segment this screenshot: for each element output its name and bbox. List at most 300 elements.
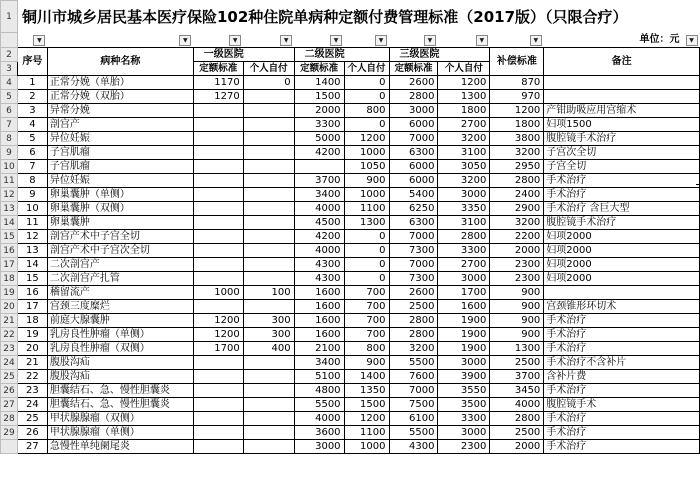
level3-personal-cell[interactable]: 1600 (438, 300, 490, 314)
subsidy-cell[interactable]: 2000 (490, 244, 544, 258)
disease-name-cell[interactable]: 异位妊娠 (47, 132, 193, 146)
remark-cell[interactable]: 手术治疗 含巨大型 (544, 202, 700, 216)
level1-personal-cell[interactable]: 300 (243, 328, 294, 342)
row-header[interactable]: 23 (1, 342, 18, 356)
level2-personal-cell[interactable]: 1200 (344, 412, 389, 426)
level3-quota-cell[interactable]: 7000 (389, 384, 438, 398)
filter-dropdown-icon[interactable]: ▼ (476, 35, 488, 46)
level2-personal-cell[interactable]: 700 (344, 286, 389, 300)
subsidy-cell[interactable]: 3800 (490, 132, 544, 146)
row-header[interactable]: 9 (1, 146, 18, 160)
subsidy-cell[interactable]: 970 (490, 90, 544, 104)
subsidy-cell[interactable]: 2800 (490, 412, 544, 426)
filter-dropdown-icon[interactable]: ▼ (33, 35, 45, 46)
remark-cell[interactable]: 手术治疗 (544, 188, 700, 202)
level1-quota-cell[interactable] (193, 412, 243, 426)
level1-quota-cell[interactable] (193, 440, 243, 454)
level3-personal-cell[interactable]: 2700 (438, 258, 490, 272)
level2-personal-cell[interactable]: 1300 (344, 216, 389, 230)
level1-quota-cell[interactable] (193, 132, 243, 146)
remark-cell[interactable]: 妇项2000 (544, 258, 700, 272)
disease-name-cell[interactable]: 卵巢囊肿（单侧） (47, 188, 193, 202)
level2-quota-cell[interactable]: 1600 (294, 300, 344, 314)
level3-quota-cell[interactable]: 6100 (389, 412, 438, 426)
remark-cell[interactable]: 子宫全切 (544, 160, 700, 174)
row-header[interactable] (1, 33, 18, 48)
level1-quota-cell[interactable] (193, 202, 243, 216)
level1-personal-cell[interactable] (243, 90, 294, 104)
level3-quota-cell[interactable]: 6250 (389, 202, 438, 216)
level2-personal-cell[interactable]: 1200 (344, 132, 389, 146)
level3-personal-cell[interactable]: 1700 (438, 286, 490, 300)
subsidy-cell[interactable]: 2200 (490, 230, 544, 244)
level3-quota-cell[interactable]: 6300 (389, 216, 438, 230)
level1-quota-cell[interactable] (193, 174, 243, 188)
subsidy-cell[interactable]: 3200 (490, 216, 544, 230)
level2-quota-cell[interactable]: 4300 (294, 272, 344, 286)
disease-name-cell[interactable]: 二次剖宫产扎管 (47, 272, 193, 286)
subsidy-cell[interactable]: 2950 (490, 160, 544, 174)
disease-name-cell[interactable]: 甲状腺腺瘤（双侧） (47, 412, 193, 426)
subsidy-cell[interactable]: 1800 (490, 118, 544, 132)
level1-personal-cell[interactable] (243, 216, 294, 230)
row-header[interactable]: 13 (1, 202, 18, 216)
level1-quota-cell[interactable] (193, 146, 243, 160)
level3-quota-cell[interactable]: 2800 (389, 314, 438, 328)
level1-personal-cell[interactable]: 0 (243, 76, 294, 90)
level3-personal-cell[interactable]: 1900 (438, 314, 490, 328)
level3-quota-cell[interactable]: 2800 (389, 90, 438, 104)
remark-cell[interactable]: 手术治疗 (544, 314, 700, 328)
level1-personal-cell[interactable] (243, 174, 294, 188)
level2-personal-cell[interactable]: 0 (344, 90, 389, 104)
level3-quota-cell[interactable]: 7000 (389, 132, 438, 146)
row-number-cell[interactable]: 12 (17, 230, 47, 244)
remark-cell[interactable]: 子宫次全切 (544, 146, 700, 160)
remark-cell[interactable]: 妇项1500 (544, 118, 700, 132)
level2-personal-cell[interactable]: 1100 (344, 426, 389, 440)
level3-personal-cell[interactable]: 3000 (438, 356, 490, 370)
level2-quota-cell[interactable]: 3000 (294, 440, 344, 454)
level1-quota-cell[interactable] (193, 384, 243, 398)
level3-quota-cell[interactable]: 7000 (389, 258, 438, 272)
level1-quota-cell[interactable] (193, 370, 243, 384)
subsidy-cell[interactable]: 2500 (490, 426, 544, 440)
level2-quota-cell[interactable]: 4300 (294, 258, 344, 272)
subsidy-cell[interactable]: 2900 (490, 202, 544, 216)
level1-quota-cell[interactable] (193, 244, 243, 258)
disease-name-cell[interactable]: 剖宫产术中子宫次全切 (47, 244, 193, 258)
level3-personal-cell[interactable]: 3200 (438, 174, 490, 188)
remark-cell[interactable]: 妇项2000 (544, 230, 700, 244)
level1-personal-cell[interactable] (243, 440, 294, 454)
row-header[interactable]: 15 (1, 230, 18, 244)
level1-quota-cell[interactable] (193, 300, 243, 314)
level2-quota-cell[interactable]: 1600 (294, 328, 344, 342)
row-number-cell[interactable]: 22 (17, 370, 47, 384)
level2-personal-cell[interactable]: 0 (344, 272, 389, 286)
row-header[interactable]: 5 (1, 90, 18, 104)
level3-personal-cell[interactable]: 3000 (438, 272, 490, 286)
level3-personal-cell[interactable]: 1200 (438, 76, 490, 90)
filter-dropdown-icon[interactable]: ▼ (686, 35, 698, 46)
subsidy-cell[interactable]: 2500 (490, 356, 544, 370)
row-number-cell[interactable]: 13 (17, 244, 47, 258)
level1-personal-cell[interactable] (243, 244, 294, 258)
level1-personal-cell[interactable] (243, 370, 294, 384)
level1-personal-cell[interactable] (243, 272, 294, 286)
level2-quota-cell[interactable]: 3600 (294, 426, 344, 440)
subsidy-cell[interactable]: 900 (490, 300, 544, 314)
disease-name-cell[interactable]: 腹股沟疝 (47, 370, 193, 384)
subsidy-cell[interactable]: 900 (490, 328, 544, 342)
remark-cell[interactable]: 手术治疗 (544, 412, 700, 426)
level1-quota-cell[interactable] (193, 118, 243, 132)
row-number-cell[interactable]: 15 (17, 272, 47, 286)
level3-quota-cell[interactable]: 7500 (389, 398, 438, 412)
level3-quota-cell[interactable]: 3200 (389, 342, 438, 356)
disease-name-cell[interactable]: 乳房良性肿瘤（双侧） (47, 342, 193, 356)
level1-personal-cell[interactable] (243, 384, 294, 398)
level3-personal-cell[interactable]: 3500 (438, 398, 490, 412)
remark-cell[interactable]: 宫颈锥形环切术 (544, 300, 700, 314)
subsidy-cell[interactable]: 1200 (490, 104, 544, 118)
level1-personal-cell[interactable] (243, 412, 294, 426)
level2-personal-cell[interactable]: 0 (344, 76, 389, 90)
row-number-cell[interactable]: 8 (17, 174, 47, 188)
disease-name-cell[interactable]: 子宫肌瘤 (47, 160, 193, 174)
level2-personal-cell[interactable]: 800 (344, 104, 389, 118)
level3-personal-cell[interactable]: 2800 (438, 230, 490, 244)
level2-quota-cell[interactable]: 4000 (294, 412, 344, 426)
level3-quota-cell[interactable]: 7600 (389, 370, 438, 384)
level3-personal-cell[interactable]: 2300 (438, 440, 490, 454)
level1-quota-cell[interactable] (193, 398, 243, 412)
level3-personal-cell[interactable]: 1300 (438, 90, 490, 104)
level2-quota-cell[interactable]: 4200 (294, 146, 344, 160)
remark-cell[interactable]: 妇项2000 (544, 244, 700, 258)
row-header[interactable]: 22 (1, 328, 18, 342)
remark-cell[interactable]: 手术治疗 (544, 384, 700, 398)
row-number-cell[interactable]: 18 (17, 314, 47, 328)
level1-personal-cell[interactable] (243, 104, 294, 118)
filter-dropdown-icon[interactable]: ▼ (280, 35, 292, 46)
remark-cell[interactable]: 手术治疗 (544, 328, 700, 342)
level1-quota-cell[interactable]: 1170 (193, 76, 243, 90)
subsidy-cell[interactable]: 3700 (490, 370, 544, 384)
row-header[interactable]: 28 (1, 412, 18, 426)
level3-quota-cell[interactable]: 6000 (389, 174, 438, 188)
level3-personal-cell[interactable]: 3300 (438, 412, 490, 426)
row-number-cell[interactable]: 9 (17, 188, 47, 202)
subsidy-cell[interactable]: 3200 (490, 146, 544, 160)
level2-personal-cell[interactable]: 1000 (344, 146, 389, 160)
level2-quota-cell[interactable]: 4000 (294, 244, 344, 258)
level2-personal-cell[interactable]: 1100 (344, 202, 389, 216)
subsidy-cell[interactable]: 2800 (490, 174, 544, 188)
row-number-cell[interactable]: 1 (17, 76, 47, 90)
level1-quota-cell[interactable]: 1200 (193, 328, 243, 342)
filter-dropdown-icon[interactable]: ▼ (424, 35, 436, 46)
level2-personal-cell[interactable]: 1500 (344, 398, 389, 412)
level3-personal-cell[interactable]: 3550 (438, 384, 490, 398)
row-number-cell[interactable]: 10 (17, 202, 47, 216)
level1-personal-cell[interactable] (243, 188, 294, 202)
level2-personal-cell[interactable]: 1400 (344, 370, 389, 384)
level2-personal-cell[interactable]: 0 (344, 118, 389, 132)
level3-quota-cell[interactable]: 6000 (389, 118, 438, 132)
subsidy-cell[interactable]: 900 (490, 286, 544, 300)
row-header[interactable]: 16 (1, 244, 18, 258)
level2-personal-cell[interactable]: 1000 (344, 440, 389, 454)
level1-quota-cell[interactable] (193, 258, 243, 272)
filter-dropdown-icon[interactable]: ▼ (229, 35, 241, 46)
level3-personal-cell[interactable]: 3000 (438, 188, 490, 202)
disease-name-cell[interactable]: 胆囊结石、急、慢性胆囊炎 (47, 384, 193, 398)
level2-personal-cell[interactable]: 700 (344, 300, 389, 314)
row-header[interactable]: 2 (1, 48, 18, 62)
row-number-cell[interactable]: 2 (17, 90, 47, 104)
subsidy-cell[interactable]: 2000 (490, 440, 544, 454)
row-number-cell[interactable]: 23 (17, 384, 47, 398)
level3-personal-cell[interactable]: 3100 (438, 146, 490, 160)
level2-quota-cell[interactable]: 3300 (294, 118, 344, 132)
row-header[interactable]: 17 (1, 258, 18, 272)
row-header[interactable]: 29 (1, 426, 18, 440)
level3-personal-cell[interactable]: 3350 (438, 202, 490, 216)
remark-cell[interactable] (544, 76, 700, 90)
disease-name-cell[interactable]: 正常分娩（单胎） (47, 76, 193, 90)
level1-personal-cell[interactable] (243, 230, 294, 244)
level1-quota-cell[interactable] (193, 426, 243, 440)
disease-name-cell[interactable]: 稽留流产 (47, 286, 193, 300)
level3-personal-cell[interactable]: 1900 (438, 328, 490, 342)
level2-quota-cell[interactable]: 4000 (294, 202, 344, 216)
remark-cell[interactable]: 手术治疗 (544, 342, 700, 356)
subsidy-cell[interactable]: 900 (490, 314, 544, 328)
row-header[interactable]: 19 (1, 286, 18, 300)
level1-quota-cell[interactable] (193, 230, 243, 244)
level2-quota-cell[interactable]: 5100 (294, 370, 344, 384)
remark-cell[interactable]: 手术治疗不含补片 (544, 356, 700, 370)
remark-cell[interactable]: 含补片费 (544, 370, 700, 384)
level3-quota-cell[interactable]: 3000 (389, 104, 438, 118)
level1-quota-cell[interactable] (193, 188, 243, 202)
level3-quota-cell[interactable]: 7300 (389, 272, 438, 286)
subsidy-cell[interactable]: 3450 (490, 384, 544, 398)
level2-quota-cell[interactable]: 3400 (294, 356, 344, 370)
level3-quota-cell[interactable]: 2600 (389, 76, 438, 90)
filter-dropdown-icon[interactable]: ▼ (179, 35, 191, 46)
row-header[interactable]: 1 (1, 1, 18, 33)
row-number-cell[interactable]: 17 (17, 300, 47, 314)
row-number-cell[interactable]: 11 (17, 216, 47, 230)
level2-quota-cell[interactable]: 4500 (294, 216, 344, 230)
row-header[interactable]: 4 (1, 76, 18, 90)
row-header[interactable]: 26 (1, 384, 18, 398)
level1-quota-cell[interactable] (193, 272, 243, 286)
level1-personal-cell[interactable] (243, 160, 294, 174)
row-header[interactable]: 11 (1, 174, 18, 188)
level3-personal-cell[interactable]: 1800 (438, 104, 490, 118)
level3-personal-cell[interactable]: 3050 (438, 160, 490, 174)
level2-personal-cell[interactable]: 900 (344, 174, 389, 188)
level3-personal-cell[interactable]: 3200 (438, 132, 490, 146)
level1-quota-cell[interactable] (193, 104, 243, 118)
level2-quota-cell[interactable]: 3700 (294, 174, 344, 188)
level3-quota-cell[interactable]: 5400 (389, 188, 438, 202)
remark-cell[interactable]: 妇项2000 (544, 272, 700, 286)
level1-quota-cell[interactable] (193, 216, 243, 230)
level2-quota-cell[interactable]: 2100 (294, 342, 344, 356)
subsidy-cell[interactable]: 2300 (490, 258, 544, 272)
remark-cell[interactable]: 腹腔镜手术治疗 (544, 216, 700, 230)
level2-personal-cell[interactable]: 1050 (344, 160, 389, 174)
remark-cell[interactable]: 产钳助吸应用宫缩术 (544, 104, 700, 118)
remark-cell[interactable] (544, 286, 700, 300)
level3-quota-cell[interactable]: 4300 (389, 440, 438, 454)
level1-quota-cell[interactable]: 1700 (193, 342, 243, 356)
row-header[interactable]: 27 (1, 398, 18, 412)
level3-personal-cell[interactable]: 3000 (438, 426, 490, 440)
level1-quota-cell[interactable] (193, 356, 243, 370)
disease-name-cell[interactable]: 异常分娩 (47, 104, 193, 118)
disease-name-cell[interactable]: 异位妊娠 (47, 174, 193, 188)
row-header[interactable]: 7 (1, 118, 18, 132)
disease-name-cell[interactable]: 子宫肌瘤 (47, 146, 193, 160)
level3-quota-cell[interactable]: 5500 (389, 426, 438, 440)
level1-personal-cell[interactable]: 400 (243, 342, 294, 356)
disease-name-cell[interactable]: 甲状腺腺瘤（单侧） (47, 426, 193, 440)
level1-personal-cell[interactable] (243, 146, 294, 160)
disease-name-cell[interactable]: 剖宫产术中子宫全切 (47, 230, 193, 244)
row-number-cell[interactable]: 6 (17, 146, 47, 160)
disease-name-cell[interactable]: 腹股沟疝 (47, 356, 193, 370)
row-number-cell[interactable]: 16 (17, 286, 47, 300)
level1-personal-cell[interactable] (243, 300, 294, 314)
level3-quota-cell[interactable]: 2500 (389, 300, 438, 314)
level2-quota-cell[interactable]: 5500 (294, 398, 344, 412)
row-number-cell[interactable]: 26 (17, 426, 47, 440)
level2-personal-cell[interactable]: 1350 (344, 384, 389, 398)
subsidy-cell[interactable]: 870 (490, 76, 544, 90)
level1-quota-cell[interactable]: 1270 (193, 90, 243, 104)
remark-cell[interactable]: 腹腔镜手术治疗 (544, 132, 700, 146)
filter-dropdown-icon[interactable]: ▼ (375, 35, 387, 46)
disease-name-cell[interactable]: 宫颈三度糜烂 (47, 300, 193, 314)
level3-quota-cell[interactable]: 2600 (389, 286, 438, 300)
level2-personal-cell[interactable]: 0 (344, 258, 389, 272)
level3-personal-cell[interactable]: 3300 (438, 244, 490, 258)
row-number-cell[interactable]: 25 (17, 412, 47, 426)
disease-name-cell[interactable]: 前庭大腺囊肿 (47, 314, 193, 328)
row-header[interactable] (1, 440, 18, 454)
disease-name-cell[interactable]: 卵巢囊肿 (47, 216, 193, 230)
subsidy-cell[interactable]: 2300 (490, 272, 544, 286)
level3-personal-cell[interactable]: 3900 (438, 370, 490, 384)
level2-quota-cell[interactable]: 5000 (294, 132, 344, 146)
filter-dropdown-icon[interactable]: ▼ (530, 35, 542, 46)
level3-quota-cell[interactable]: 6000 (389, 160, 438, 174)
row-header[interactable]: 10 (1, 160, 18, 174)
level3-personal-cell[interactable]: 2700 (438, 118, 490, 132)
level1-personal-cell[interactable] (243, 132, 294, 146)
row-number-cell[interactable]: 20 (17, 342, 47, 356)
level1-personal-cell[interactable] (243, 398, 294, 412)
row-number-cell[interactable]: 4 (17, 118, 47, 132)
row-header[interactable]: 12 (1, 188, 18, 202)
level3-personal-cell[interactable]: 3100 (438, 216, 490, 230)
subsidy-cell[interactable]: 1300 (490, 342, 544, 356)
level2-personal-cell[interactable]: 800 (344, 342, 389, 356)
level1-quota-cell[interactable]: 1200 (193, 314, 243, 328)
level2-personal-cell[interactable]: 900 (344, 356, 389, 370)
level2-quota-cell[interactable]: 1400 (294, 76, 344, 90)
row-header[interactable]: 21 (1, 314, 18, 328)
level2-personal-cell[interactable]: 0 (344, 244, 389, 258)
row-header[interactable]: 24 (1, 356, 18, 370)
level1-quota-cell[interactable]: 1000 (193, 286, 243, 300)
row-header[interactable]: 6 (1, 104, 18, 118)
level1-personal-cell[interactable] (243, 356, 294, 370)
remark-cell[interactable] (544, 90, 700, 104)
level2-quota-cell[interactable]: 4800 (294, 384, 344, 398)
row-header[interactable]: 20 (1, 300, 18, 314)
row-number-cell[interactable]: 14 (17, 258, 47, 272)
level2-quota-cell[interactable]: 3400 (294, 188, 344, 202)
disease-name-cell[interactable]: 二次剖宫产 (47, 258, 193, 272)
row-number-cell[interactable]: 21 (17, 356, 47, 370)
row-header[interactable]: 25 (1, 370, 18, 384)
level2-personal-cell[interactable]: 0 (344, 230, 389, 244)
level3-quota-cell[interactable]: 5500 (389, 356, 438, 370)
level2-quota-cell[interactable] (294, 160, 344, 174)
level3-quota-cell[interactable]: 6300 (389, 146, 438, 160)
remark-cell[interactable]: 腹腔镜手术 (544, 398, 700, 412)
level1-personal-cell[interactable] (243, 258, 294, 272)
disease-name-cell[interactable]: 急慢性单纯阑尾炎 (47, 440, 193, 454)
disease-name-cell[interactable]: 乳房良性肿瘤（单侧） (47, 328, 193, 342)
level1-personal-cell[interactable] (243, 426, 294, 440)
level2-quota-cell[interactable]: 1600 (294, 286, 344, 300)
disease-name-cell[interactable]: 正常分娩（双胎） (47, 90, 193, 104)
row-number-cell[interactable]: 5 (17, 132, 47, 146)
remark-cell[interactable]: 手术治疗 (544, 426, 700, 440)
row-header[interactable]: 8 (1, 132, 18, 146)
remark-cell[interactable]: 手术治疗 (544, 174, 700, 188)
row-number-cell[interactable]: 19 (17, 328, 47, 342)
row-header[interactable]: 3 (1, 62, 18, 76)
row-header[interactable]: 14 (1, 216, 18, 230)
disease-name-cell[interactable]: 剖宫产 (47, 118, 193, 132)
level3-quota-cell[interactable]: 7000 (389, 230, 438, 244)
level1-personal-cell[interactable] (243, 118, 294, 132)
level2-quota-cell[interactable]: 2000 (294, 104, 344, 118)
row-number-cell[interactable]: 24 (17, 398, 47, 412)
remark-cell[interactable]: 手术治疗 (544, 440, 700, 454)
subsidy-cell[interactable]: 4000 (490, 398, 544, 412)
level2-quota-cell[interactable]: 4200 (294, 230, 344, 244)
level2-quota-cell[interactable]: 1600 (294, 314, 344, 328)
level1-personal-cell[interactable] (243, 202, 294, 216)
row-header[interactable]: 18 (1, 272, 18, 286)
row-number-cell[interactable]: 27 (17, 440, 47, 454)
level3-quota-cell[interactable]: 2800 (389, 328, 438, 342)
level2-personal-cell[interactable]: 700 (344, 328, 389, 342)
row-number-cell[interactable]: 3 (17, 104, 47, 118)
level1-personal-cell[interactable]: 100 (243, 286, 294, 300)
level3-personal-cell[interactable]: 1900 (438, 342, 490, 356)
